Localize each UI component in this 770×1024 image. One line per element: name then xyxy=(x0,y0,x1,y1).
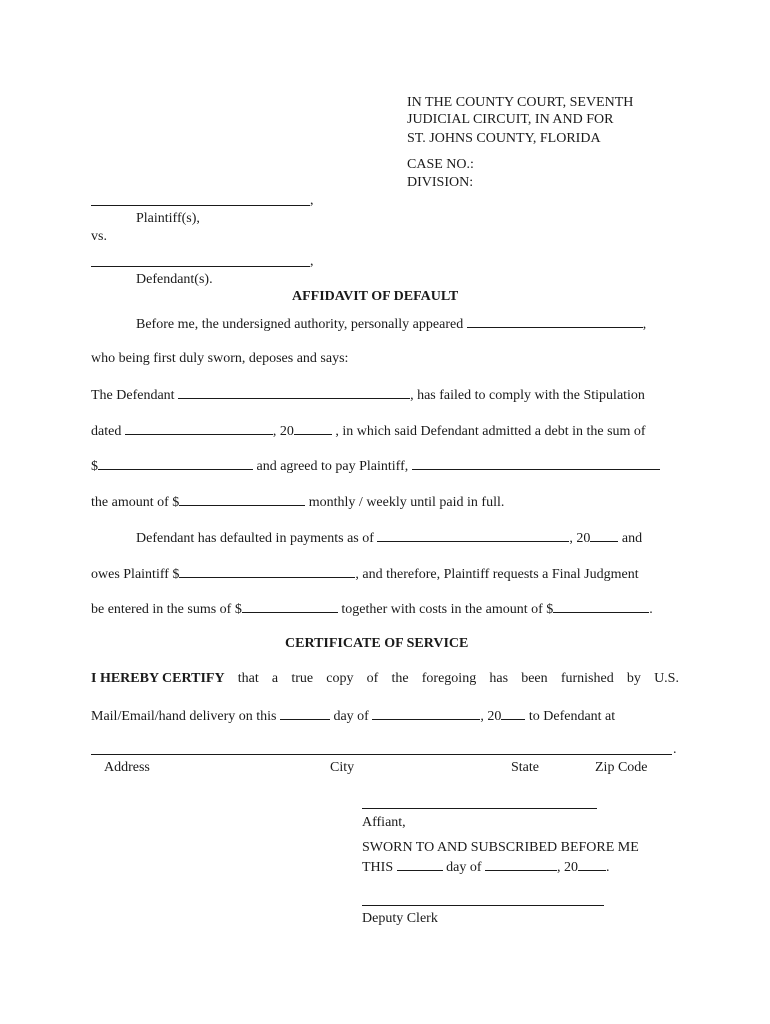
default-date-blank[interactable] xyxy=(377,528,569,542)
body-text: The Defendant xyxy=(91,388,175,403)
certificate-line-2 xyxy=(91,706,679,725)
affiant-signature-line[interactable] xyxy=(362,808,597,809)
body-line-4 xyxy=(91,421,679,440)
certify-word: been xyxy=(521,671,548,686)
plaintiff-label: Plaintiff(s), xyxy=(136,211,200,226)
costs-amount-blank[interactable] xyxy=(553,599,649,613)
court-line-1: IN THE COUNTY COURT, SEVENTH xyxy=(407,95,634,110)
body-text: dated xyxy=(91,424,122,439)
body-text: Mail/Email/hand delivery on this xyxy=(91,709,277,724)
defendant-name-blank[interactable] xyxy=(178,385,410,399)
court-line-2: JUDICIAL CIRCUIT, IN AND FOR xyxy=(407,112,614,127)
plaintiff-comma: , xyxy=(310,193,314,208)
judgment-sum-blank[interactable] xyxy=(242,599,338,613)
zip-code-caption: Zip Code xyxy=(595,760,648,775)
stipulation-year-blank[interactable] xyxy=(294,421,332,435)
body-text: the amount of $ xyxy=(91,495,180,510)
body-text: , xyxy=(642,317,647,332)
body-line-7 xyxy=(136,528,679,547)
city-caption: City xyxy=(330,760,355,775)
deputy-clerk-signature-line[interactable] xyxy=(362,905,604,906)
body-text: . xyxy=(649,602,653,617)
body-text: $ xyxy=(91,459,98,474)
certify-bold-text: I HEREBY CERTIFY xyxy=(91,671,225,686)
payment-amount-blank[interactable] xyxy=(179,492,305,506)
body-text: be entered in the sums of $ xyxy=(91,602,242,617)
certify-word: furnished xyxy=(560,671,614,686)
address-period: . xyxy=(673,742,677,757)
plaintiff-payee-blank[interactable] xyxy=(412,456,660,470)
plaintiff-name-line[interactable] xyxy=(91,205,310,206)
certify-word: foregoing xyxy=(421,671,477,686)
default-year-blank[interactable] xyxy=(590,528,618,542)
certificate-title: CERTIFICATE OF SERVICE xyxy=(285,636,469,651)
certify-word: true xyxy=(291,671,314,686)
debt-amount-blank[interactable] xyxy=(98,456,253,470)
sworn-month-blank[interactable] xyxy=(485,857,557,871)
body-text: day of xyxy=(333,709,369,724)
service-day-blank[interactable] xyxy=(280,706,330,720)
body-text: Defendant has defaulted in payments as of xyxy=(136,531,374,546)
body-text: , 20 xyxy=(557,860,579,875)
certify-word: U.S. xyxy=(654,671,679,686)
sworn-date-line xyxy=(362,857,610,876)
versus-label: vs. xyxy=(91,229,107,244)
sworn-year-blank[interactable] xyxy=(578,857,606,871)
body-text: , in which said Defendant admitted a debt in the sum of xyxy=(335,424,646,439)
certify-word: copy xyxy=(326,671,354,686)
body-line-3 xyxy=(91,385,679,404)
body-text: and xyxy=(621,531,643,546)
body-line-9 xyxy=(91,599,679,618)
body-text: , 20 xyxy=(480,709,502,724)
body-text: Before me, the undersigned authority, personally appeared xyxy=(136,317,464,332)
body-line-6 xyxy=(91,492,679,511)
deputy-clerk-label: Deputy Clerk xyxy=(362,911,438,926)
stipulation-date-blank[interactable] xyxy=(125,421,273,435)
defendant-name-line[interactable] xyxy=(91,266,310,267)
division-label: DIVISION: xyxy=(407,175,474,190)
certify-word: has xyxy=(489,671,509,686)
service-month-blank[interactable] xyxy=(372,706,480,720)
certificate-line-1 xyxy=(91,670,679,687)
body-text: to Defendant at xyxy=(528,709,616,724)
body-text: , 20 xyxy=(272,424,294,439)
body-text: owes Plaintiff $ xyxy=(91,567,180,582)
owed-amount-blank[interactable] xyxy=(179,564,355,578)
case-number-label: CASE NO.: xyxy=(407,157,474,172)
body-text: and agreed to pay Plaintiff, xyxy=(256,459,409,474)
certify-word: of xyxy=(366,671,379,686)
body-text: , 20 xyxy=(569,531,591,546)
body-text: together with costs in the amount of $ xyxy=(341,602,554,617)
affiant-label: Affiant, xyxy=(362,815,406,830)
body-line-2: who being first duly sworn, deposes and says: xyxy=(91,351,349,366)
document-title: AFFIDAVIT OF DEFAULT xyxy=(292,289,459,304)
address-caption: Address xyxy=(104,760,150,775)
service-year-blank[interactable] xyxy=(501,706,525,720)
defendant-address-line[interactable] xyxy=(91,754,672,755)
certify-word: that xyxy=(237,671,259,686)
state-caption: State xyxy=(511,760,539,775)
certify-word: a xyxy=(271,671,279,686)
body-line-8 xyxy=(91,564,679,583)
body-text: monthly / weekly until paid in full. xyxy=(308,495,505,510)
sworn-statement: SWORN TO AND SUBSCRIBED BEFORE ME xyxy=(362,840,639,855)
body-text: . xyxy=(606,860,610,875)
body-text: day of xyxy=(446,860,482,875)
defendant-label: Defendant(s). xyxy=(136,272,213,287)
sworn-day-blank[interactable] xyxy=(397,857,443,871)
body-line-5 xyxy=(91,456,679,475)
body-text: THIS xyxy=(362,860,394,875)
defendant-comma: , xyxy=(310,254,314,269)
body-text: , and therefore, Plaintiff requests a Final Judgment xyxy=(355,567,639,582)
certify-word: by xyxy=(626,671,641,686)
certify-word: the xyxy=(391,671,409,686)
body-line-1 xyxy=(136,314,679,333)
court-line-3: ST. JOHNS COUNTY, FLORIDA xyxy=(407,131,601,146)
appearing-person-blank[interactable] xyxy=(467,314,643,328)
body-text: , has failed to comply with the Stipulation xyxy=(410,388,645,403)
